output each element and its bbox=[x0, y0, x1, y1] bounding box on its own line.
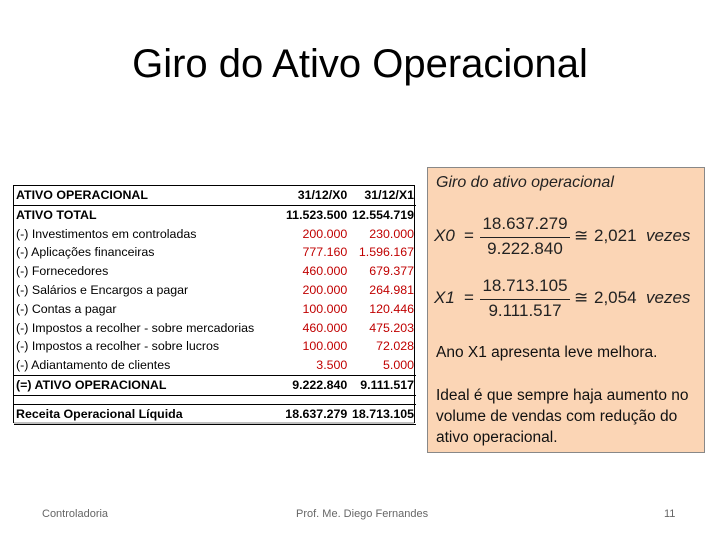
panel-note-improvement: Ano X1 apresenta leve melhora. bbox=[436, 344, 658, 361]
eq-variable: X0 bbox=[434, 226, 455, 245]
page-number: 11 bbox=[664, 508, 676, 520]
panel-note-ideal: Ideal é que sempre haja aumento no volume de vendas com redução do ativo operacional. bbox=[436, 387, 689, 446]
table-row bbox=[14, 356, 416, 375]
eq-unit: vezes bbox=[646, 226, 691, 245]
header-label: ATIVO OPERACIONAL bbox=[14, 186, 283, 205]
table-row bbox=[14, 262, 416, 281]
operating-assets-table bbox=[14, 186, 416, 425]
header-col-x0: 31/12/X0 bbox=[283, 186, 350, 205]
row-value-x1: 5.000 bbox=[382, 358, 414, 373]
total-value-x1: 9.111.517 bbox=[349, 375, 416, 395]
table-row bbox=[14, 243, 416, 262]
eq-equals: = bbox=[464, 288, 474, 307]
eq-approx: ≅ bbox=[574, 288, 589, 307]
row-label: (-) Impostos a recolher - sobre lucros bbox=[16, 339, 220, 354]
row-value-x1: 679.377 bbox=[369, 264, 414, 279]
row-label: (-) Investimentos em controladas bbox=[16, 226, 197, 241]
row-label: (-) Salários e Encargos a pagar bbox=[16, 282, 189, 297]
row-label: (-) Impostos a recolher - sobre mercadorias bbox=[16, 320, 255, 335]
eq-approx: ≅ bbox=[574, 226, 589, 245]
table-row bbox=[14, 300, 416, 319]
row-value-x0: 200.000 bbox=[302, 282, 348, 297]
revenue-value-x0: 18.637.279 bbox=[283, 404, 350, 424]
table-row bbox=[14, 225, 416, 244]
row-value-x1: 72.028 bbox=[376, 339, 414, 354]
total-label: (=) ATIVO OPERACIONAL bbox=[14, 375, 283, 395]
total-row bbox=[14, 375, 416, 395]
turnover-panel bbox=[427, 167, 705, 453]
row-value-x0: 100.000 bbox=[302, 301, 348, 316]
equation-x0 bbox=[434, 214, 700, 258]
row-label: (-) Contas a pagar bbox=[16, 301, 117, 316]
revenue-value-x1: 18.713.105 bbox=[349, 404, 416, 424]
row-value-x1: 475.203 bbox=[369, 320, 414, 335]
eq-denominator: 9.111.517 bbox=[488, 301, 562, 320]
footer-left: Controladoria bbox=[42, 508, 109, 520]
row-value-x1: 12.554.719 bbox=[351, 207, 414, 222]
row-value-x1: 1.596.167 bbox=[358, 245, 414, 260]
equation-x1 bbox=[434, 276, 700, 320]
eq-numerator: 18.637.279 bbox=[482, 214, 568, 233]
row-value-x0: 200.000 bbox=[302, 226, 348, 241]
eq-result: 2,054 bbox=[594, 288, 637, 307]
table-header-row bbox=[14, 186, 416, 205]
header-col-x1: 31/12/X1 bbox=[349, 186, 416, 205]
total-value-x0: 9.222.840 bbox=[283, 375, 350, 395]
row-label: (-) Adiantamento de clientes bbox=[16, 358, 171, 373]
eq-equals: = bbox=[464, 226, 474, 245]
panel-title: Giro do ativo operacional bbox=[436, 174, 614, 191]
row-value-x0: 460.000 bbox=[302, 264, 348, 279]
row-value-x0: 100.000 bbox=[302, 339, 348, 354]
row-value-x0: 460.000 bbox=[302, 320, 348, 335]
row-value-x0: 3.500 bbox=[316, 358, 348, 373]
table-row bbox=[14, 281, 416, 300]
footer-author: Prof. Me. Diego Fernandes bbox=[296, 508, 429, 520]
table-row bbox=[14, 337, 416, 356]
row-value-x1: 264.981 bbox=[369, 282, 414, 297]
spacer-row bbox=[14, 395, 416, 404]
row-value-x0: 777.160 bbox=[302, 245, 348, 260]
table-row bbox=[14, 319, 416, 338]
revenue-label: Receita Operacional Líquida bbox=[14, 404, 283, 424]
slide-title: Giro do Ativo Operacional bbox=[132, 42, 588, 86]
row-value-x1: 120.446 bbox=[369, 301, 414, 316]
eq-numerator: 18.713.105 bbox=[482, 276, 568, 295]
eq-variable: X1 bbox=[434, 288, 455, 307]
eq-unit: vezes bbox=[646, 288, 691, 307]
row-value-x1: 230.000 bbox=[369, 226, 414, 241]
row-label: (-) Fornecedores bbox=[16, 264, 109, 279]
row-value-x0: 11.523.500 bbox=[285, 207, 348, 222]
eq-denominator: 9.222.840 bbox=[487, 239, 563, 258]
row-label: ATIVO TOTAL bbox=[16, 207, 97, 222]
table-bottom-rule bbox=[14, 422, 414, 424]
row-label: (-) Aplicações financeiras bbox=[16, 245, 155, 260]
eq-result: 2,021 bbox=[594, 226, 637, 245]
table-row bbox=[14, 205, 416, 224]
